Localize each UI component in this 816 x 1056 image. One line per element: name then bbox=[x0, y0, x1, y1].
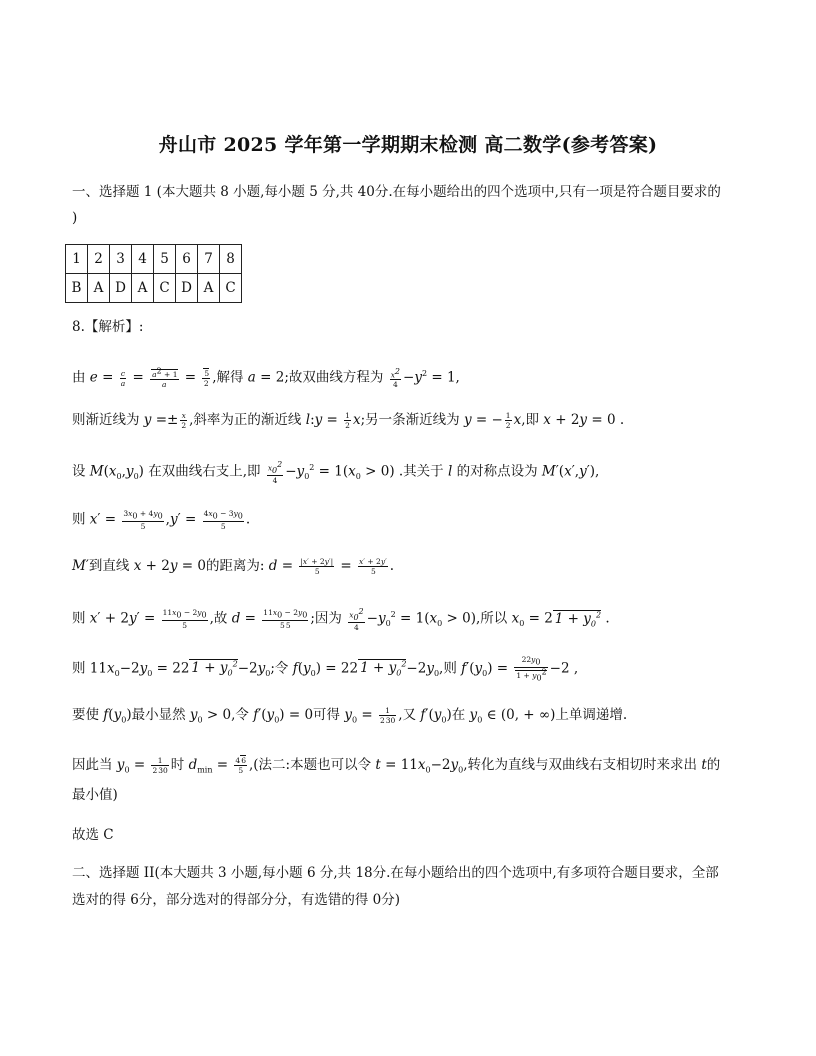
solution-line-asymptotes: 则渐近线为 y =± $\frac{x}{2}$ ,斜率为正的渐近线 l:y = $\frac{1}{2}$ x;另一条渐近线为 y = − $\frac{1}{2}$ x,即 x + 2y = 0 . bbox=[72, 411, 625, 430]
answer-cell: A bbox=[132, 274, 154, 303]
answer-cell: B bbox=[66, 274, 88, 303]
answer-cell: D bbox=[176, 274, 198, 303]
solution-line-distance: M′到直线 x + 2y = 0的距离为: d = $\frac{|x' + 2y'|}{5}$ = $\frac{x' + 2y'}{5}$ . bbox=[72, 557, 395, 576]
solution-heading: 8.【解析】: bbox=[72, 319, 144, 335]
question-number: 8 bbox=[220, 245, 242, 274]
section-1-instruction-end: ) bbox=[72, 210, 78, 226]
answer-cell: A bbox=[88, 274, 110, 303]
solution-line-point-m: 设 $M(x_0,y_0)$ 在双曲线右支上,即 $\frac{x_0^2}{4}$ $-y_0^2 = 1(x_0 > 0)$ .其关于 l 的对称点设为 M′(x′,y′), bbox=[72, 459, 600, 485]
question-number: 1 bbox=[66, 245, 88, 274]
section-2-instruction-end: 选对的得 6分，部分选对的得部分分，有选错的得 0分) bbox=[72, 892, 401, 908]
solution-line-reflection: 则 x′ = $\frac{3x_0 + 4y_0}{5}$ ,y′ = $\frac{4x_0 - 3y_0}{5}$ . bbox=[72, 509, 251, 531]
question-number: 3 bbox=[110, 245, 132, 274]
solution-line-function: 则 $11x_0-2y_0 = 22$ $1 + y_0^2-2y_0$;令 $f(y_0) = 22$ $1 + y_0^2-2y_0$,则 $f'(y_0)$ = $\frac{22y_0}{1 + y_0^2}$ −2 , bbox=[72, 655, 579, 683]
answer-table-numbers-row bbox=[66, 245, 242, 274]
solution-line-substitute: 则 x′ + 2y′ = $\frac{11x_0 - 2y_0}{5}$ ,故 d = $\frac{11x_0 - 2y_0}{55}$ ;因为 $\frac{x_0^2}{4}$ $-y_0^2 = 1(x_0 > 0)$,所以 $x_0 = 2$ $1 + y_0^2$ . bbox=[72, 606, 610, 632]
question-number: 4 bbox=[132, 245, 154, 274]
answer-cell: C bbox=[154, 274, 176, 303]
question-number: 5 bbox=[154, 245, 176, 274]
question-number: 6 bbox=[176, 245, 198, 274]
solution-line-conclusion-end: 最小值) bbox=[72, 787, 118, 803]
answer-cell: C bbox=[220, 274, 242, 303]
answer-cell: A bbox=[198, 274, 220, 303]
solution-line-eccentricity: 由 e = $\frac{c}{a}$ = $\frac{a^2 + 1}{a}$ = $\frac{5}{2}$ ,解得 a = 2;故双曲线方程为 $\frac{x^2}{4}$ $-y^2 = 1$, bbox=[72, 366, 460, 390]
question-number: 2 bbox=[88, 245, 110, 274]
section-2-instruction: 二、选择题 II(本大题共 3 小题,每小题 6 分,共 18分.在每小题给出的四个选项中,有多项符合题目要求，全部 bbox=[72, 865, 719, 881]
answer-cell: D bbox=[110, 274, 132, 303]
solution-answer: 故选 C bbox=[72, 827, 114, 843]
page-title: 舟山市 2025 学年第一学期期末检测 高二数学(参考答案) bbox=[158, 134, 658, 156]
answer-table-answers-row bbox=[66, 274, 242, 303]
section-1-instruction: 一、选择题 1 (本大题共 8 小题,每小题 5 分,共 40分.在每小题给出的四个选项中,只有一项是符合题目要求的 bbox=[72, 184, 721, 200]
solution-line-minimum: 要使 $f(y_0)$最小显然 $y_0 > 0$,令 $f'(y_0) = 0$可得 $y_0$ = $\frac{1}{230}$ ,又 $f'(y_0)$在 $y_0$ ∈ (0, + ∞)上单调递增. bbox=[72, 706, 628, 725]
answer-table bbox=[65, 244, 242, 303]
question-number: 7 bbox=[198, 245, 220, 274]
solution-line-conclusion: 因此当 $y_0$ = $\frac{1}{230}$ 时 $d_{min}$ = $\frac{46}{5}$ ,(法二:本题也可以令 $t = 11x_0-2y_0$,转化为直线与双曲线右支相切时来求出 t的 bbox=[72, 756, 721, 775]
